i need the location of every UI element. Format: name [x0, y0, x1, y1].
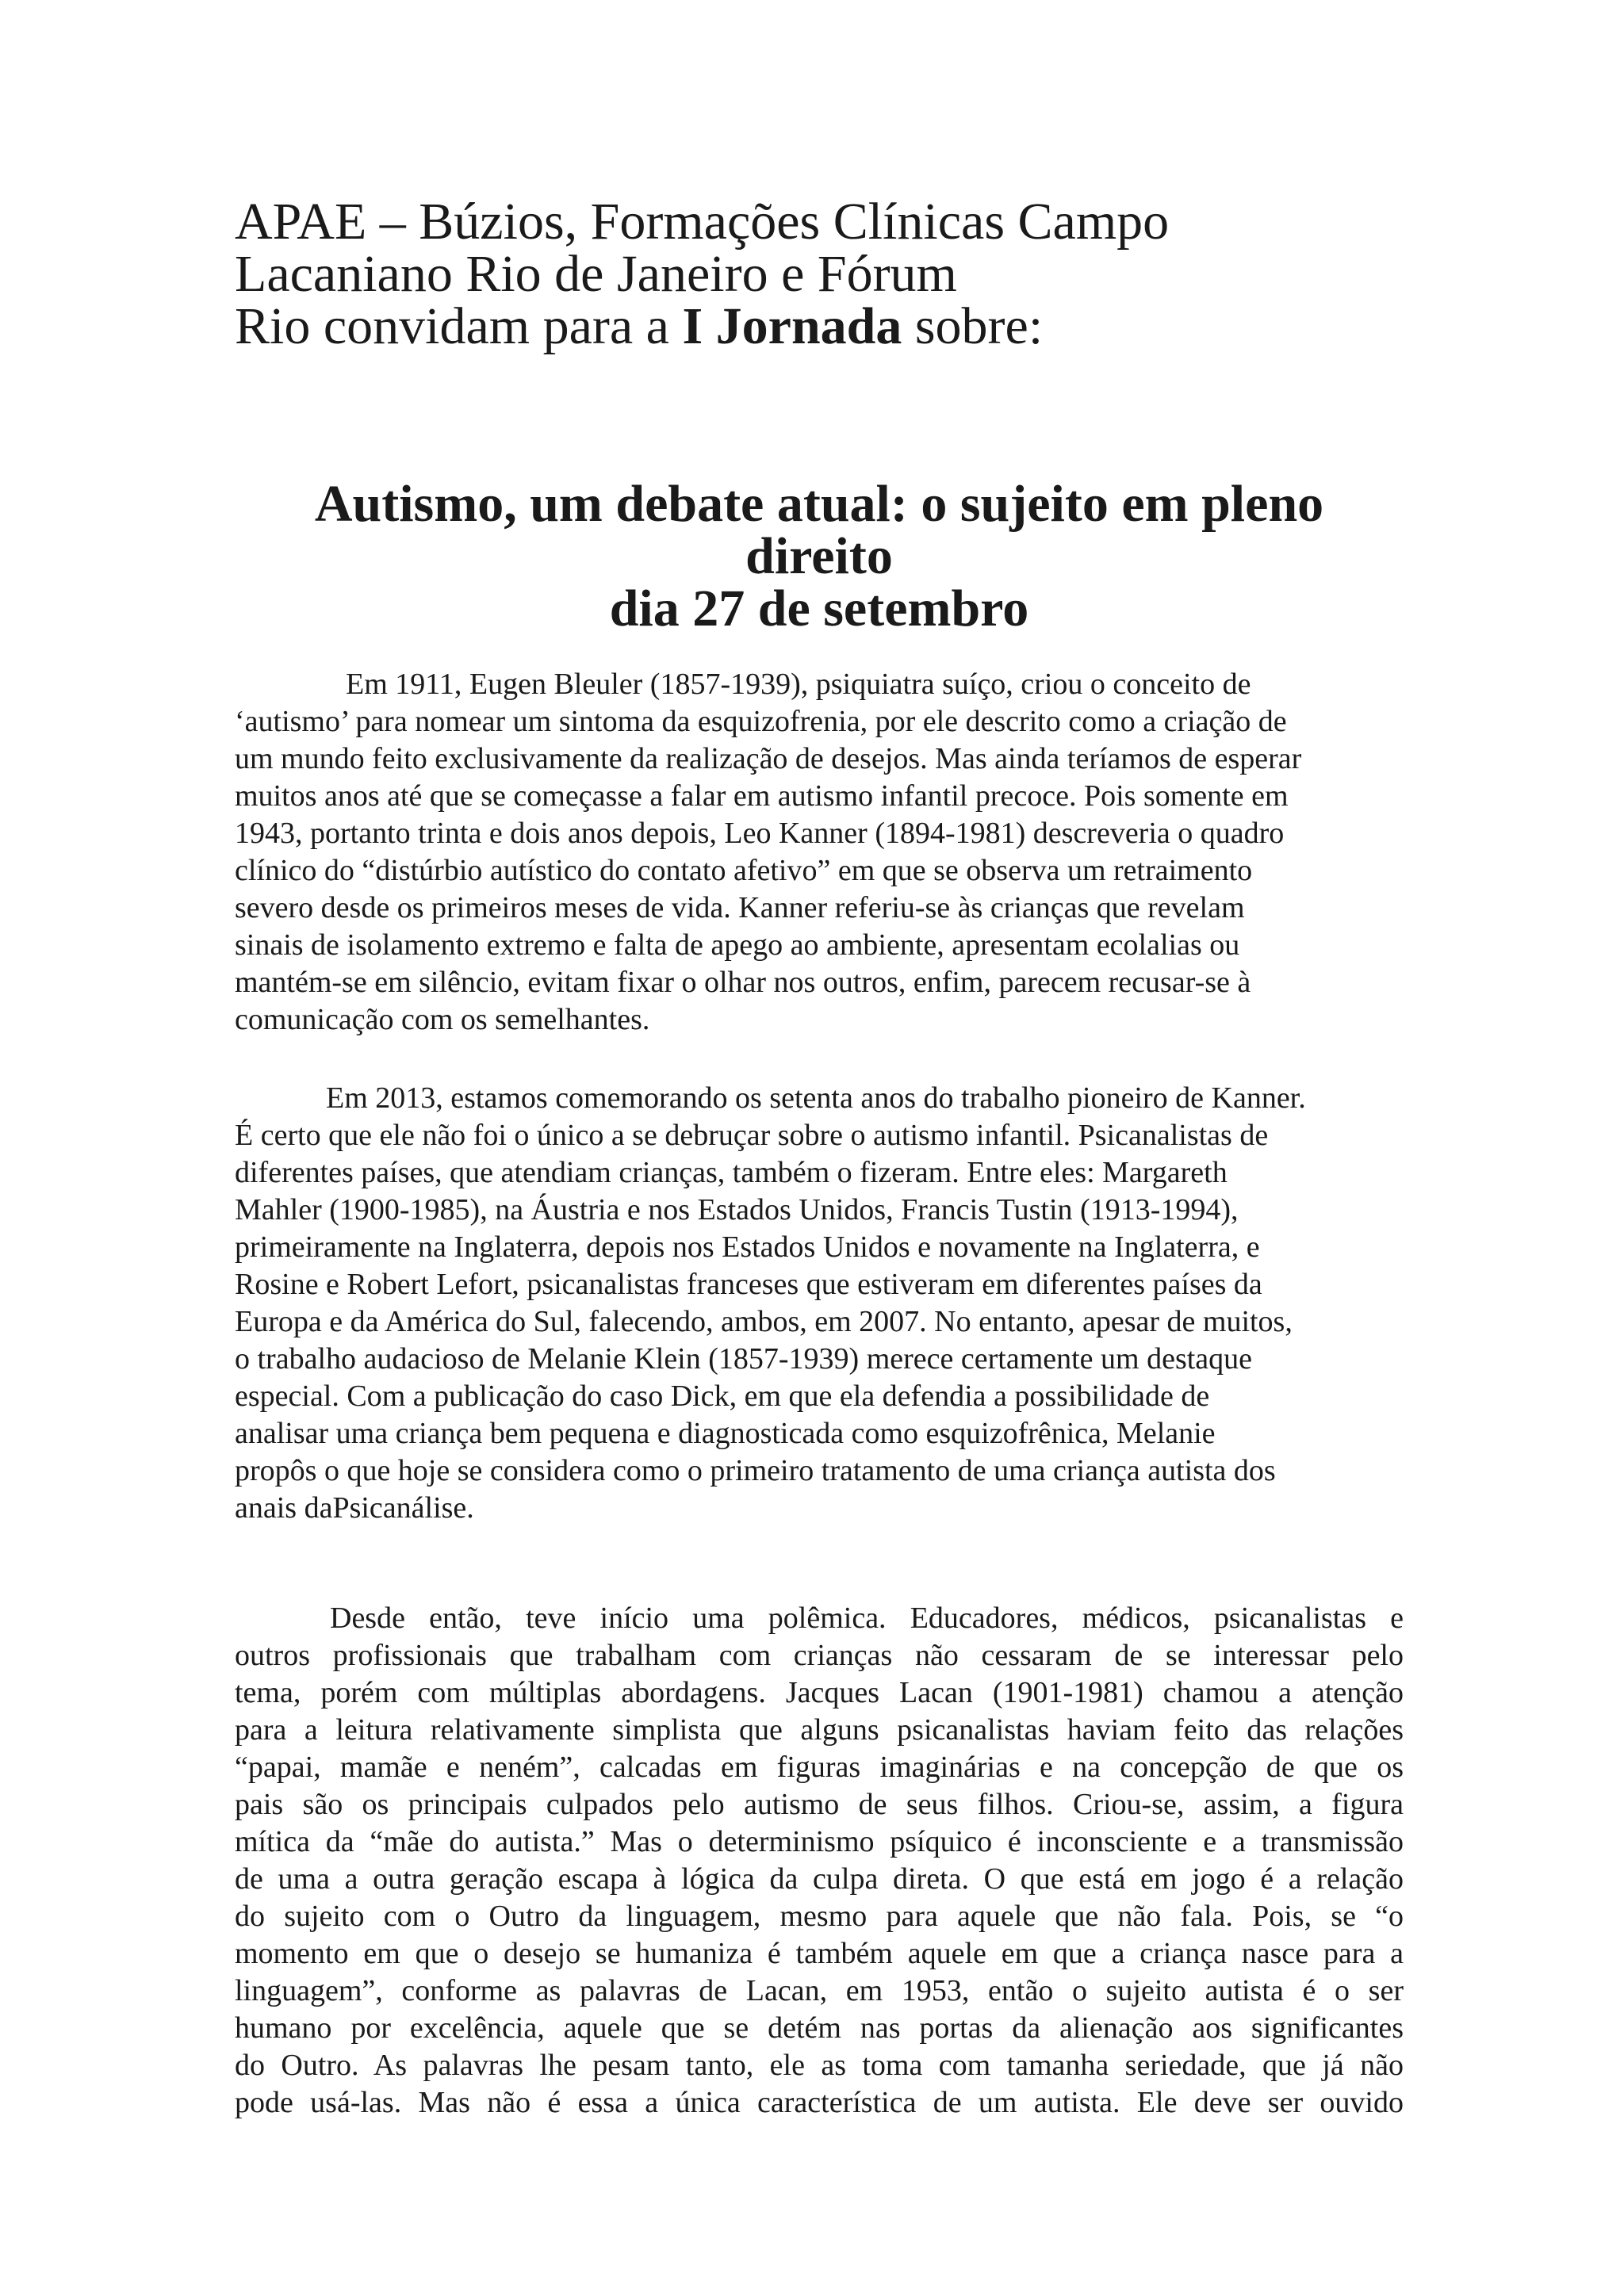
invitation-line-1: APAE – Búzios, Formações Clínicas Campo: [235, 193, 1170, 251]
paragraph-line: propôs o que hoje se considera como o primeiro tratamento de uma criança autista dos: [235, 1454, 1276, 1487]
paragraph-line: Em 2013, estamos comemorando os setenta anos do trabalho pioneiro de Kanner.: [326, 1081, 1306, 1115]
paragraph-line: do Outro. As palavras lhe pesam tanto, ele as toma com tamanha seriedade, que já não: [235, 2049, 1404, 2082]
paragraph-line: Em 1911, Eugen Bleuler (1857-1939), psiquiatra suíço, criou o conceito de: [346, 668, 1251, 701]
invitation-line-3: [235, 297, 1424, 355]
paragraph-line: severo desde os primeiros meses de vida. Kanner referiu-se às crianças que revelam: [235, 891, 1245, 924]
paragraph-line: clínico do “distúrbio autístico do contato afetivo” em que se observa um retraimento: [235, 854, 1253, 887]
paragraph-line: pais são os principais culpados pelo autismo de seus filhos. Criou-se, assim, a figura: [235, 1788, 1404, 1821]
paragraph-line: diferentes países, que atendiam crianças, também o fizeram. Entre eles: Margareth: [235, 1156, 1228, 1189]
paragraph-line: ‘autismo’ para nomear um sintoma da esquizofrenia, por ele descrito como a criação de: [235, 705, 1287, 738]
event-title-line-2: direito: [745, 526, 893, 585]
invitation-line-3-end: sobre:: [902, 297, 1044, 355]
event-date: dia 27 de setembro: [609, 579, 1029, 637]
paragraph-line: É certo que ele não foi o único a se debruçar sobre o autismo infantil. Psicanalistas de: [235, 1119, 1269, 1152]
event-title: [235, 474, 1404, 637]
paragraph-line: tema, porém com múltiplas abordagens. Jacques Lacan (1901-1981) chamou a atenção: [235, 1676, 1404, 1709]
paragraph-kanner: [235, 1080, 1404, 1527]
paragraph-line: um mundo feito exclusivamente da realização de desejos. Mas ainda teríamos de esperar: [235, 742, 1302, 775]
invitation-line-2: Lacaniano Rio de Janeiro e Fórum: [235, 245, 957, 303]
paragraph-line: Europa e da América do Sul, falecendo, ambos, em 2007. No entanto, apesar de muitos,: [235, 1305, 1293, 1338]
paragraph-line: linguagem”, conforme as palavras de Lacan, em 1953, então o sujeito autista é o ser: [235, 1974, 1404, 2007]
paragraph-line: pode usá-las. Mas não é essa a única característica de um autista. Ele deve ser ouvido: [235, 2086, 1404, 2119]
paragraph-line: humano por excelência, aquele que se detém nas portas da alienação aos significantes: [235, 2011, 1404, 2045]
paragraph-line: para a leitura relativamente simplista que alguns psicanalistas haviam feito das relações: [235, 1713, 1404, 1747]
paragraph-line: comunicação com os semelhantes.: [235, 1003, 650, 1036]
paragraph-line: “papai, mamãe e neném”, calcadas em figuras imaginárias e na concepção de que os: [235, 1751, 1404, 1784]
paragraph-line: momento em que o desejo se humaniza é também aquele em que a criança nasce para a: [235, 1937, 1404, 1970]
paragraph-line: especial. Com a publicação do caso Dick, em que ela defendia a possibilidade de: [235, 1380, 1210, 1413]
paragraph-line: Rosine e Robert Lefort, psicanalistas franceses que estiveram em diferentes países da: [235, 1268, 1262, 1301]
paragraph-line: o trabalho audacioso de Melanie Klein (1857-1939) merece certamente um destaque: [235, 1342, 1253, 1376]
paragraph-line: mantém-se em silêncio, evitam fixar o olhar nos outros, enfim, parecem recusar-se à: [235, 966, 1251, 999]
invitation-heading: [235, 193, 1424, 355]
paragraph-line: Mahler (1900-1985), na Áustria e nos Estados Unidos, Francis Tustin (1913-1994),: [235, 1193, 1239, 1226]
paragraph-line: muitos anos até que se começasse a falar em autismo infantil precoce. Pois somente em: [235, 779, 1289, 813]
paragraph-line: 1943, portanto trinta e dois anos depois, Leo Kanner (1894-1981) descreveria o quadro: [235, 817, 1285, 850]
paragraph-bleuler: [235, 666, 1404, 1039]
invitation-line-3-start: Rio convidam para a: [235, 297, 683, 355]
paragraph-line: anais daPsicanálise.: [235, 1491, 474, 1525]
paragraph-line: mítica da “mãe do autista.” Mas o determinismo psíquico é inconsciente e a transmissão: [235, 1825, 1404, 1858]
paragraph-line: de uma a outra geração escapa à lógica da culpa direta. O que está em jogo é a relação: [235, 1862, 1404, 1896]
paragraph-line: sinais de isolamento extremo e falta de apego ao ambiente, apresentam ecolalias ou: [235, 928, 1240, 962]
event-name: I Jornada: [682, 297, 902, 355]
paragraph-lacan: [235, 1600, 1404, 2122]
paragraph-line: analisar uma criança bem pequena e diagnosticada como esquizofrênica, Melanie: [235, 1417, 1216, 1450]
paragraph-line: primeiramente na Inglaterra, depois nos Estados Unidos e novamente na Inglaterra, e: [235, 1230, 1260, 1264]
paragraph-line: Desde então, teve início uma polêmica. Educadores, médicos, psicanalistas e: [330, 1601, 1404, 1635]
paragraph-line: do sujeito com o Outro da linguagem, mesmo para aquele que não fala. Pois, se “o: [235, 1900, 1404, 1933]
event-title-line-1: Autismo, um debate atual: o sujeito em pleno: [314, 474, 1324, 533]
paragraph-line: outros profissionais que trabalham com crianças não cessaram de se interessar pelo: [235, 1639, 1404, 1672]
